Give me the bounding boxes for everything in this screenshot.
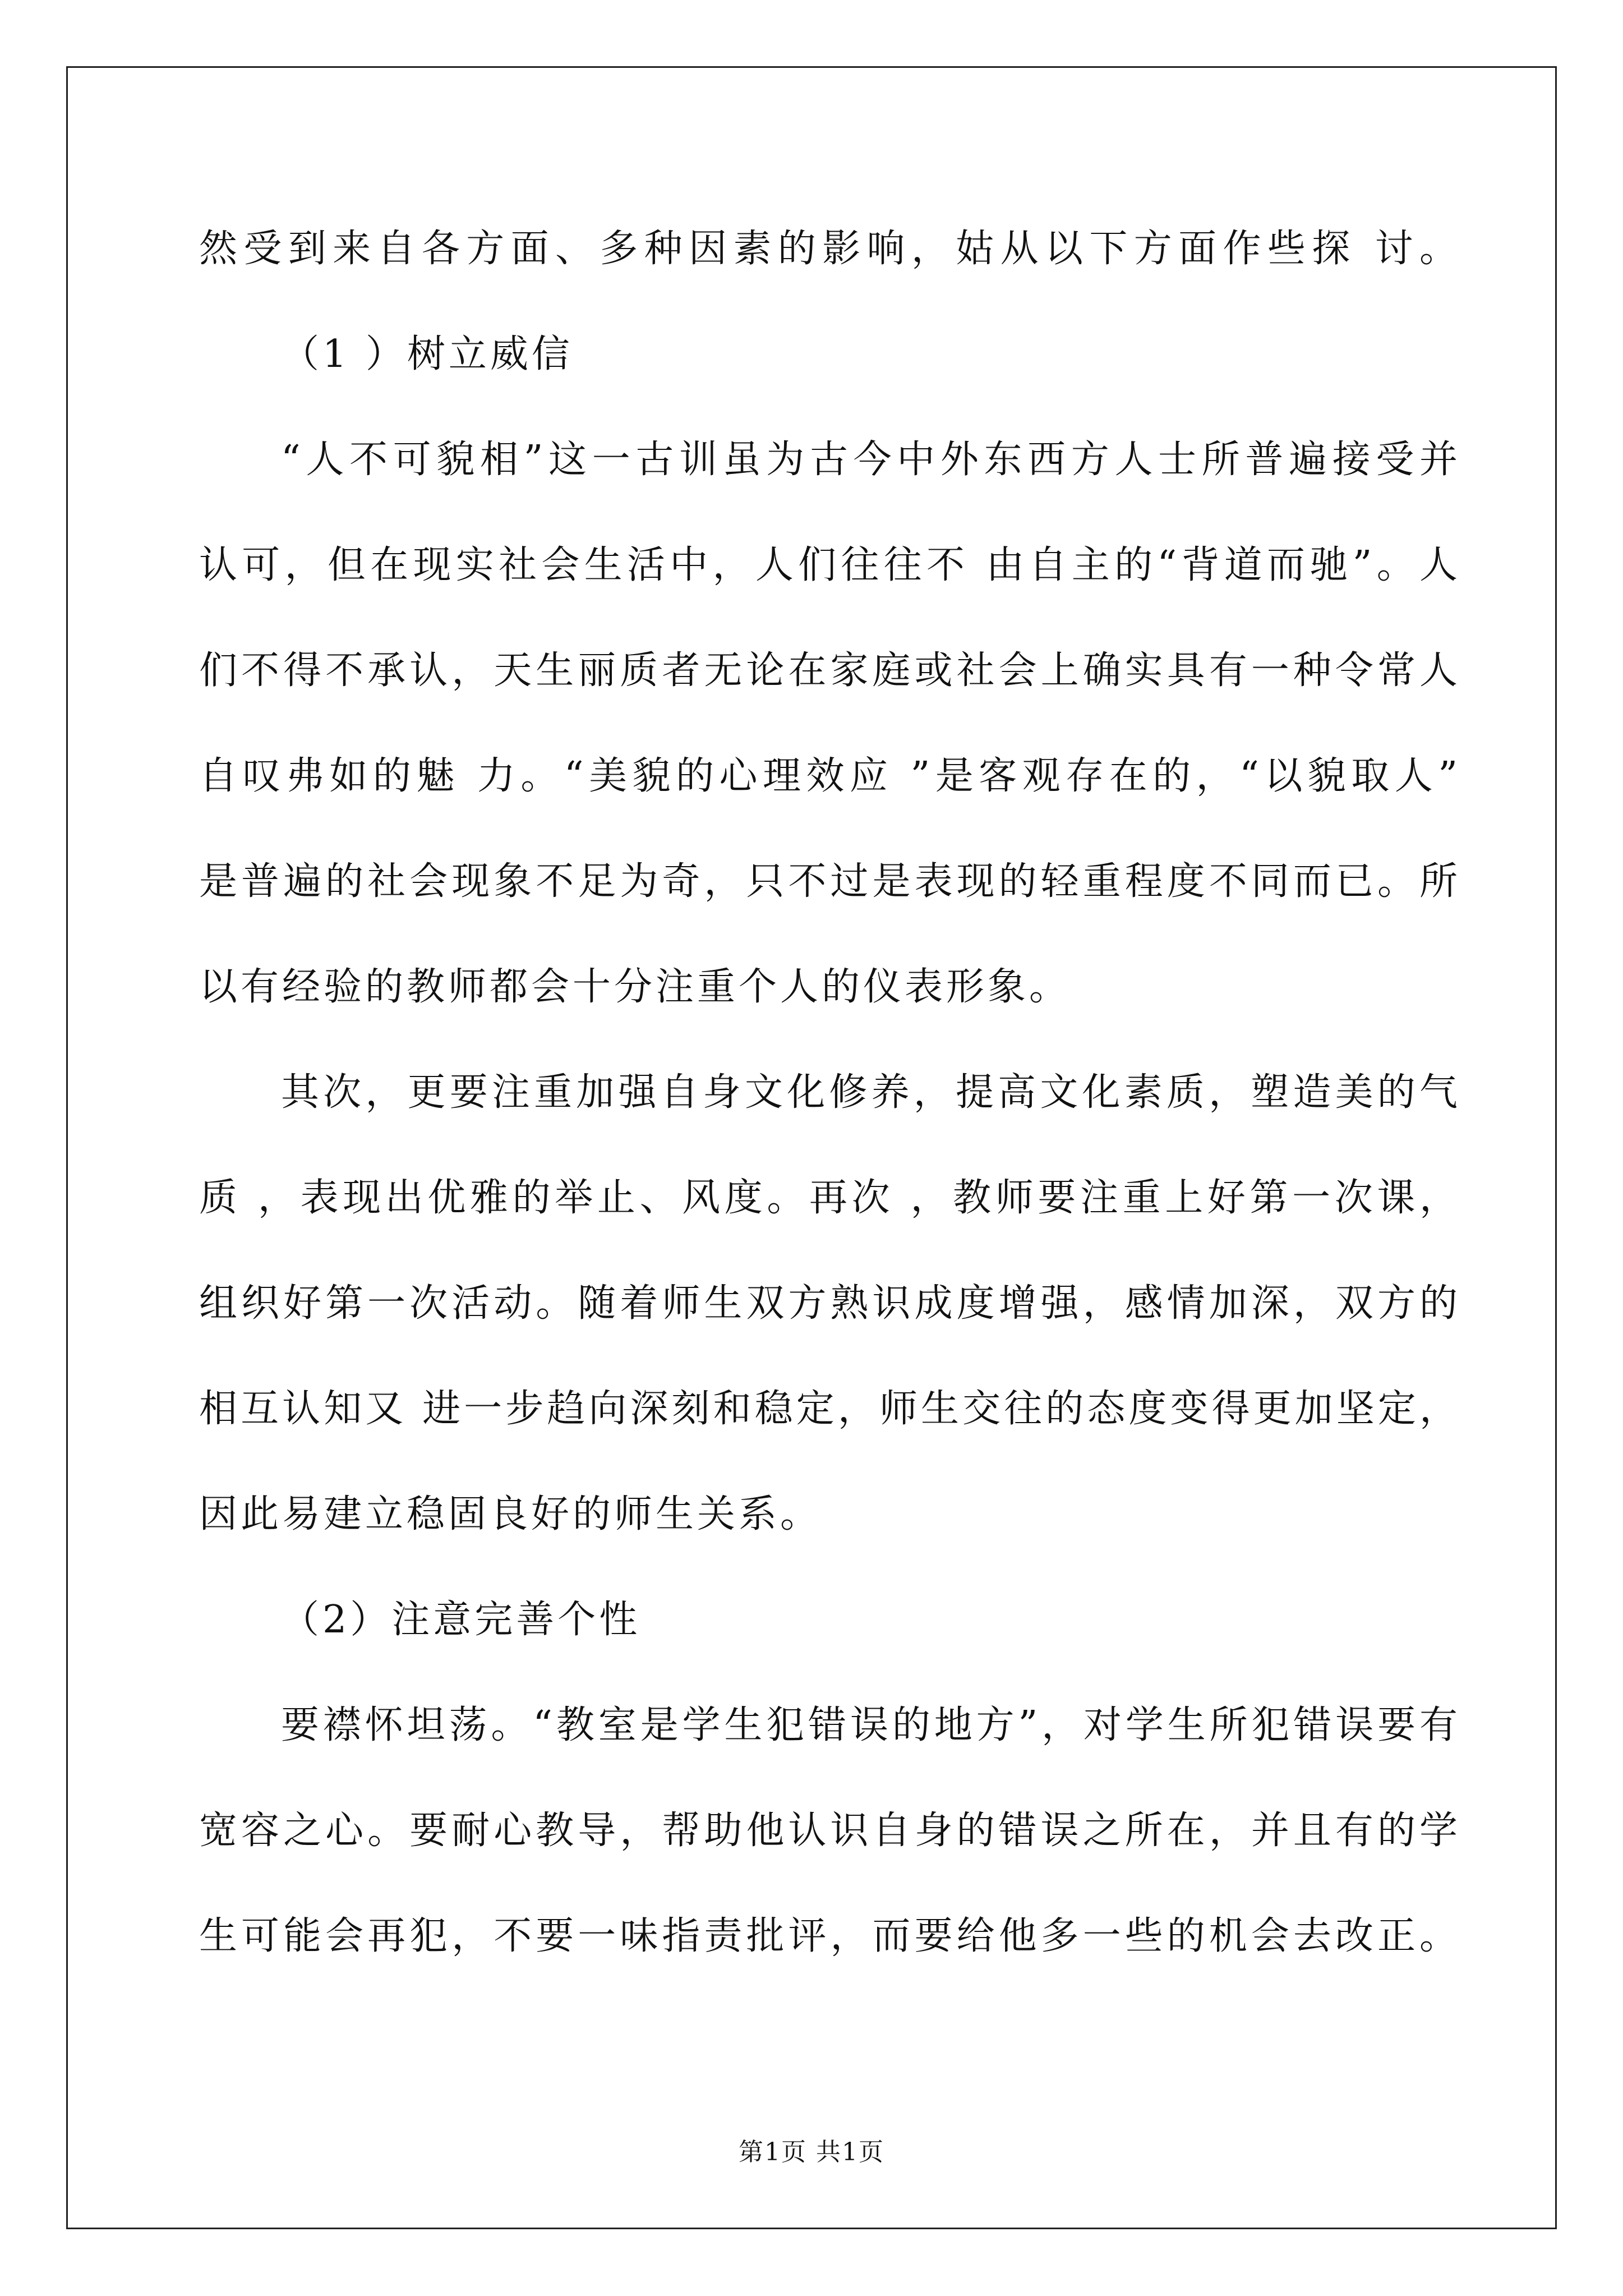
paragraph-line: 生可能会再犯，不要一味指责批评，而要给他多一些的机会去改正。 [199,1914,1461,1958]
paragraph-line: 自叹弗如的魅 力。“美貌的心理效应 ”是客观存在的，“以貌取人” [199,754,1461,798]
paragraph-line: 们不得不承认，天生丽质者无论在家庭或社会上确实具有一种令常人 [199,648,1461,693]
paragraph-line: 相互认知又 进一步趋向深刻和稳定，师生交往的态度变得更加坚定， [199,1387,1461,1431]
page-footer: 第1页 共1页 [739,2138,884,2166]
paragraph-line: 是普遍的社会现象不足为奇，只不过是表现的轻重程度不同而已。所 [199,859,1461,904]
paragraph-line: 组织好第一次活动。随着师生双方熟识成度增强，感情加深，双方的 [199,1281,1461,1326]
document-body [199,196,1461,1989]
paragraph-line: 因此易建立稳固良好的师生关系。 [199,1492,822,1536]
paragraph-line: 以有经验的教师都会十分注重个人的仪表形象。 [199,965,1071,1009]
paragraph-line: 认可，但在现实社会生活中，人们往往不 由自主的“背道而驰”。人 [199,543,1461,587]
section-heading: （2）注意完善个性 [281,1598,641,1642]
paragraph-line: “人不可貌相”这一古训虽为古今中外东西方人士所普遍接受并 [281,438,1461,482]
paragraph-line: 宽容之心。要耐心教导，帮助他认识自身的错误之所在，并且有的学 [199,1809,1461,1853]
paragraph-line: 质 ，表现出优雅的举止、风度。再次 ，教师要注重上好第一次课， [199,1176,1461,1220]
paragraph-line: 然受到来自各方面、多种因素的影响，姑从以下方面作些探 讨。 [199,227,1461,271]
paragraph-line: 其次，更要注重加强自身文化修养，提高文化素质，塑造美的气 [281,1070,1461,1115]
section-heading: （1 ）树立威信 [281,332,573,376]
paragraph-line: 要襟怀坦荡。“教室是学生犯错误的地方”，对学生所犯错误要有 [281,1703,1461,1747]
